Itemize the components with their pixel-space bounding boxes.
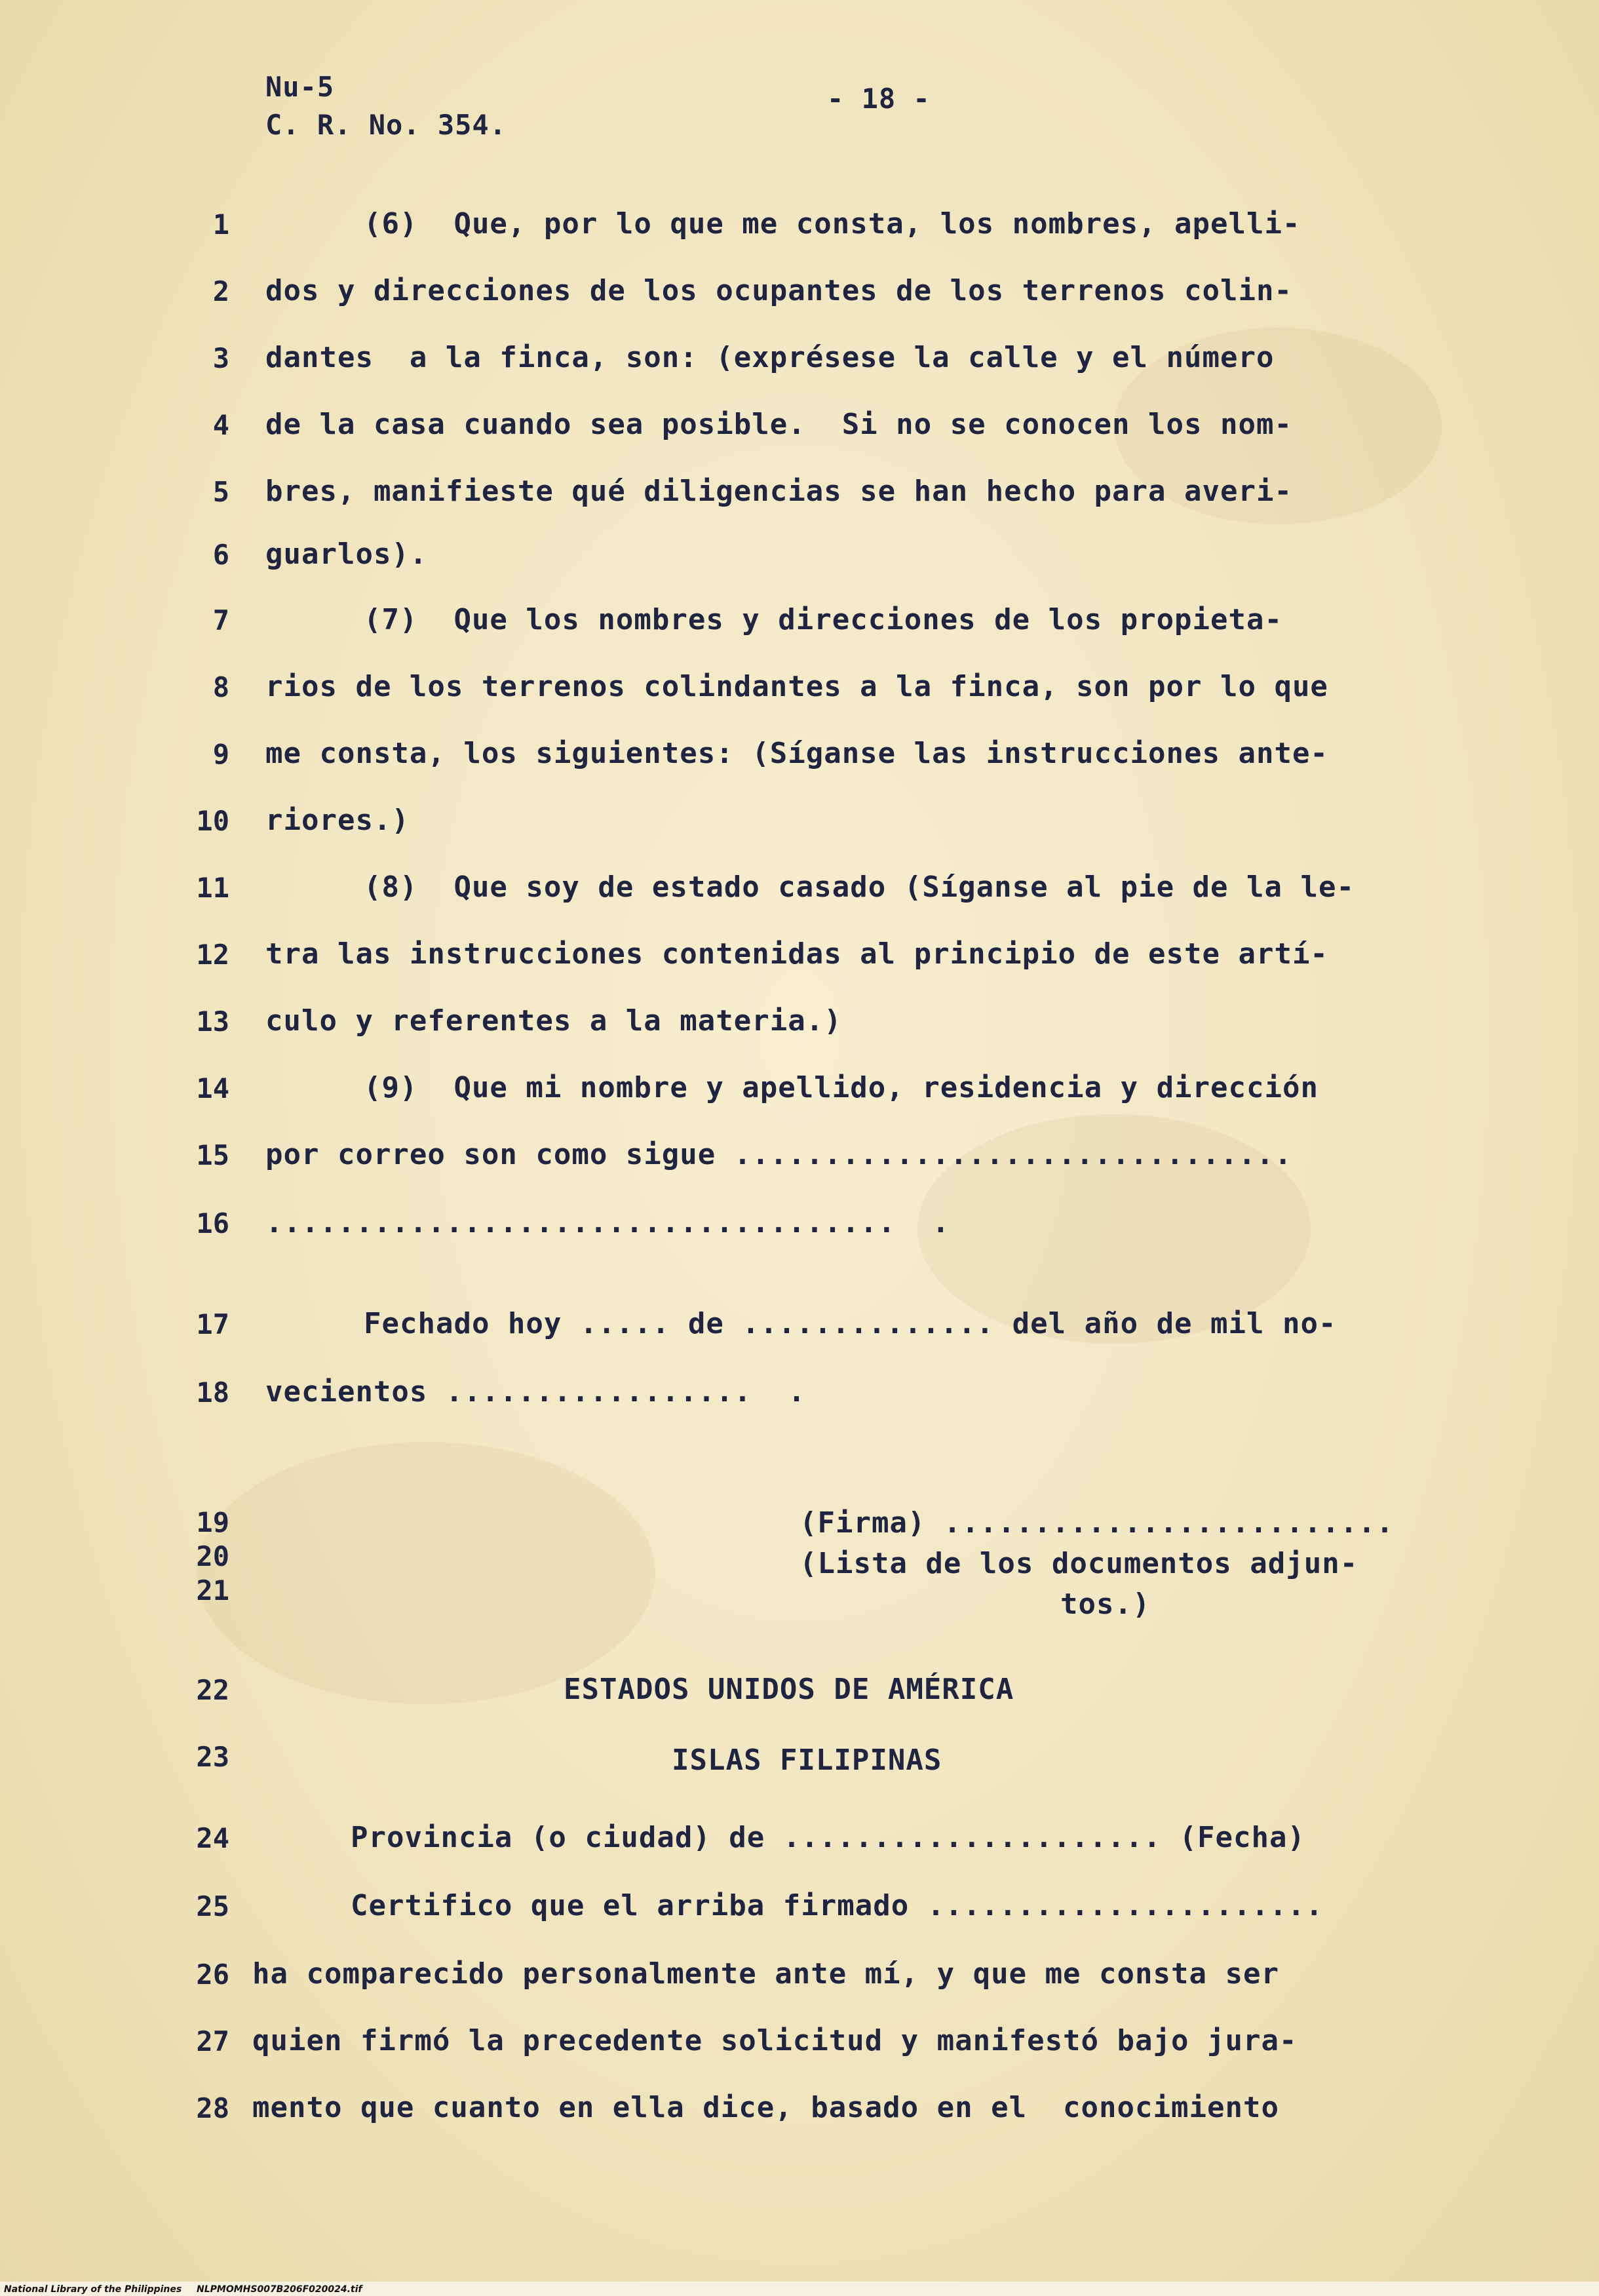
line-number: 20 <box>196 1540 229 1572</box>
line-number: 21 <box>196 1574 229 1606</box>
paper-stain <box>197 1442 655 1704</box>
library-name: National Library of the Philippines <box>4 2284 182 2295</box>
line-number: 24 <box>196 1822 229 1854</box>
line-number: 27 <box>196 2025 229 2057</box>
file-id: NLPMOMHS007B206F020024.tif <box>197 2284 362 2295</box>
scan-footer <box>0 2282 1599 2296</box>
line-number: 11 <box>196 872 229 904</box>
text-line: guarlos). <box>265 537 428 571</box>
line-number: 4 <box>212 409 229 441</box>
text-line: ha comparecido personalmente ante mí, y que me consta ser <box>252 1957 1279 1991</box>
line-number: 2 <box>212 275 229 307</box>
text-line: (7) Que los nombres y direcciones de los propieta- <box>364 603 1283 636</box>
line-number: 13 <box>196 1005 229 1038</box>
text-line: tra las instrucciones contenidas al principio de este artí- <box>265 937 1328 971</box>
text-line: dantes a la finca, son: (exprésese la calle y el número <box>265 341 1275 374</box>
page-number: - 18 - <box>827 83 931 115</box>
text-line: Provincia (o ciudad) de ..................... (Fecha) <box>351 1821 1305 1854</box>
line-number: 23 <box>196 1741 229 1773</box>
jurat-heading: ESTADOS UNIDOS DE AMÉRICA <box>564 1673 1014 1706</box>
text-line: de la casa cuando sea posible. Si no se conocen los nom- <box>265 408 1292 441</box>
line-number: 16 <box>196 1207 229 1239</box>
attachments-line: tos.) <box>1060 1587 1151 1621</box>
text-line: Certifico que el arriba firmado ...................... <box>351 1889 1324 1922</box>
text-line: por correo son como sigue ............................... <box>265 1138 1292 1171</box>
line-number: 17 <box>196 1308 229 1340</box>
line-number: 8 <box>212 671 229 703</box>
line-number: 22 <box>196 1674 229 1706</box>
text-line: (9) Que mi nombre y apellido, residencia y dirección <box>364 1071 1319 1104</box>
text-line: Fechado hoy ..... de .............. del año de mil no- <box>364 1307 1337 1340</box>
attachments-line: (Lista de los documentos adjun- <box>800 1547 1358 1580</box>
text-line: culo y referentes a la materia.) <box>265 1004 842 1038</box>
line-number: 28 <box>196 2092 229 2124</box>
line-number: 6 <box>212 539 229 571</box>
text-line: (6) Que, por lo que me consta, los nombres, apelli- <box>364 207 1301 241</box>
text-line: riores.) <box>265 804 410 837</box>
line-number: 14 <box>196 1072 229 1104</box>
text-line: ................................... . <box>265 1206 950 1239</box>
line-number: 3 <box>212 342 229 374</box>
form-code: Nu-5 <box>265 71 335 103</box>
case-reference: C. R. No. 354. <box>265 109 507 141</box>
text-line: vecientos ................. . <box>265 1375 806 1409</box>
text-line: quien firmó la precedente solicitud y manifestó bajo jura- <box>252 2024 1298 2057</box>
line-number: 12 <box>196 939 229 971</box>
text-line: mento que cuanto en ella dice, basado en el conocimiento <box>252 2091 1279 2124</box>
line-number: 25 <box>196 1890 229 1922</box>
line-number: 9 <box>212 738 229 770</box>
signature-line: (Firma) ......................... <box>800 1506 1395 1540</box>
line-number: 1 <box>212 208 229 241</box>
line-number: 19 <box>196 1506 229 1538</box>
text-line: me consta, los siguientes: (Síganse las instrucciones ante- <box>265 737 1328 770</box>
text-line: bres, manifieste qué diligencias se han hecho para averi- <box>265 475 1292 508</box>
line-number: 15 <box>196 1139 229 1171</box>
line-number: 26 <box>196 1958 229 1991</box>
text-line: dos y direcciones de los ocupantes de los terrenos colin- <box>265 274 1292 307</box>
line-number: 7 <box>212 604 229 636</box>
jurat-subheading: ISLAS FILIPINAS <box>672 1743 942 1777</box>
line-number: 5 <box>212 476 229 508</box>
line-number: 10 <box>196 805 229 837</box>
text-line: (8) Que soy de estado casado (Síganse al pie de la le- <box>364 870 1355 904</box>
line-number: 18 <box>196 1376 229 1409</box>
text-line: rios de los terrenos colindantes a la finca, son por lo que <box>265 670 1328 703</box>
